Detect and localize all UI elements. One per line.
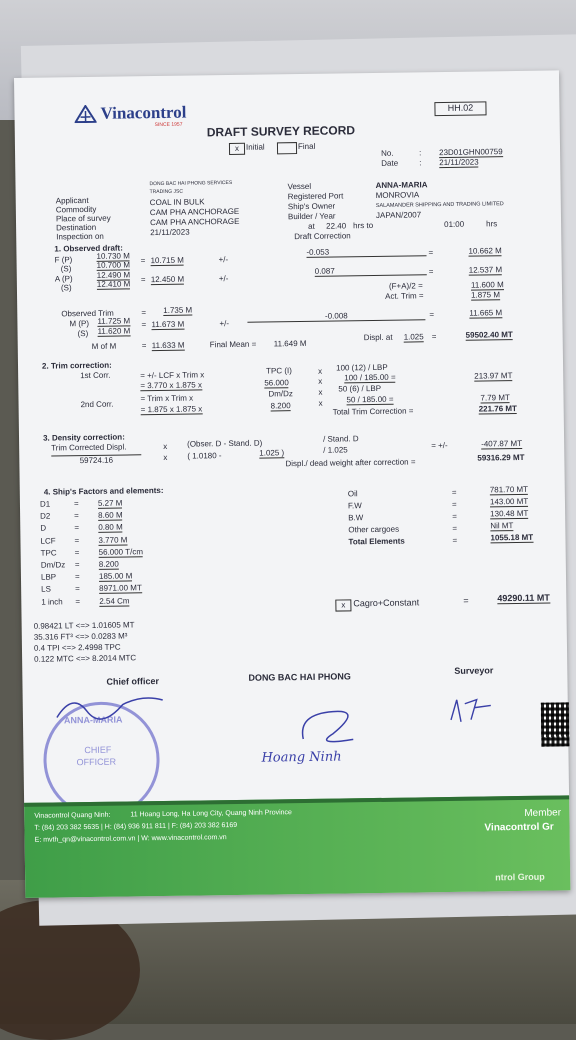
signatory-name: Hoang Ninh [261,749,342,766]
factor-key: 1 inch [41,596,63,607]
element-value: 130.48 MT [490,508,529,519]
vessel-value: ANNA-MARIA [375,180,428,190]
density-corr-label: = +/- [431,440,448,451]
builder-label: Builder / Year [287,211,336,222]
owner-label: Ship's Owner [287,201,336,212]
c2-lbp-head: 50 (6) / LBP [338,383,382,394]
pm-f: +/- [218,255,229,265]
final-label: Final [297,141,316,152]
act-trim-value: 1.875 M [471,290,501,300]
factor-value: 0.80 M [98,522,123,533]
factor-equals: = [74,511,79,521]
eq-f2: = [428,248,434,258]
factor-key: Dm/Dz [40,560,66,570]
c2-formula: = Trim x Trim x [140,393,194,404]
factor-value: 2.54 Cm [99,596,130,606]
trim-total: 221.76 MT [478,404,517,414]
c2-lbp: 50 / 185.00 = [346,394,394,405]
hrs-to: hrs to [353,221,374,231]
ms-value: 11.620 M [97,326,131,336]
stamp-top: ANNA-MARIA [63,714,123,726]
factor-value: 8.200 [98,559,119,569]
place-label: Place of survey [55,213,111,224]
density-corr: -407.87 MT [481,438,523,449]
factors-title: 4. Ship's Factors and elements: [43,485,164,497]
commodity-label: Commodity [55,204,97,215]
obs-trim-value: 1.735 M [163,305,193,315]
a-mean: 12.450 M [150,274,185,285]
density-x1: x [163,441,168,451]
initial-checkbox: x [229,143,245,155]
footer-band [24,795,570,898]
final-checkbox [277,142,297,154]
factor-equals: = [74,560,80,570]
m-mean: 11.673 M [151,319,185,330]
destination-label: Destination [56,222,97,233]
c1-lbp-head: 100 (12) / LBP [336,362,388,373]
footer-company: Vinacontrol Quang Ninh: [34,811,111,820]
c2-result: 7.79 MT [480,393,510,403]
footer-member: Member [524,807,562,819]
factor-key: D1 [39,499,51,509]
element-equals: = [451,499,457,509]
draft-correction-label: Draft Correction [294,231,351,242]
vinacontrol-logo [74,105,96,128]
c2-mdz-head: Dm/Dz [268,389,293,399]
c1-lbp: 100 / 185.00 = [344,372,396,383]
c2-x1: x [318,387,323,397]
factor-value: 3.770 M [98,535,128,545]
c1-x1: x [318,366,323,376]
inspection-value: 21/11/2023 [150,227,190,238]
eq-a: = [140,275,146,285]
density-obs-vals: ( 1.0180 - [187,451,222,461]
density-title: 3. Density correction: [42,432,125,443]
port-value: MONROVIA [375,190,420,200]
density-div-val: / 1.025 [323,445,348,455]
conversion-2: 35.316 FT³ <=> 0.0283 M³ [33,631,128,642]
draft-survey-sheet: Vinacontrol SINCE 1957 HH.02 DRAFT SURVEY RECORD x Initial Final No. Date : : 23D01GHN00759 21/11/2023 DONG BAC HAI PHONG SERVICES TRADING JSC Applicant Commodity Place of survey Destination Inspection on COAL IN BULK CAM PHA ANCHORAGE CAM PHA ANCHORAGE 21/11/2023 Vessel Registered Port Ship's Owner Builder / Year at 22.40 hrs to 01:00 hrs Draft Correction ANNA-MARIA MONROVIA SALAMANDER SHIPPING AND TRADING LIMITED JAPAN/2007 1. Observed draft: F (P) (S) A (P) (S) 10.730 M 10.700 M 12.490 M 12.410 M = 10.715 M +/- -0.053 = 10.662 M = 12.450 M +/- 0.087 = 12.537 M (F+A)/2 = 11.600 M Act. Trim = 1.875 M Observed Trim = 1.735 M M (P) (S) 11.725 M 11.620 M = 11.673 M +/- -0.008 = 11.665 M M of M = 11.633 M Final Mean = 11.649 M Displ. at 1.025 = 59502.40 MT 2. Trim correction: 1st Corr. = +/- LCF x Trim x TPC (I) x 100 (12) / LBP = 3.770 x 1.875 x 56.000 x 100 / 185.00 = 213.97 MT 2nd Corr. = Trim x Trim x Dm/Dz x 50 (6) / LBP = 1.875 x 1.875 x 8.200 x 50 / 185.00 = 7.79 MT Total Trim Correction = 221.76 MT 3. Density correction: Trim Corrected Displ. 59724.16 x x (Obser. D - Stand. D) / Stand. D ( 1.0180 - 1.025 ) / 1.025 = +/- -407.87 MT Displ./ dead weight after correction = 59316.29 MT 4. Ship's Factors and elements: D1 = 5.27 M D2 = 8.60 M D = 0.80 M LCF = 3.770 M TPC = 56.000 T/cm Dm/Dz = 8.200 LBP = 185.00 M LS = 8971.00 MT 1 inch = 2.54 Cm 0.98421 LT <=> 1.01605 MT 35.316 FT³ <=> 0.0283 M³ 0.4 TPI <=> 2.4998 TPC 0.122 MTC <=> 8.2014 MTC Oil = 781.70 MT F.W = 143.00 MT B.W = 130.48 MT Other cargoes = Nil MT Total Elements = 1055.18 MT x Cagro+Constant = 49290.11 MT Chief officer DONG BAC HAI PHONG Surveyor ANNA-MARIA CHIEF OFFICER Hoang Ninh Vinacontrol Quang Ninh: 11 Hoang Long, Ha Long City, Quang Ninh Province T: (84) 203 382 5635 | H: (84) 936 911 811 | F: (84) 203 382 6169 E: mvth_qn@vinacontrol.com.vn | W: www.vinacontrol.com.vn Member Vinacontrol Gr ntrol Group [14,70,570,898]
commodity-value: COAL IN BULK [149,197,205,208]
c1-tpc-head: TPC (I) [266,366,292,376]
mofm-value: 11.633 M [151,340,185,351]
element-key: F.W [347,501,362,511]
f-mean: 10.715 M [150,255,184,266]
c1-formula: = +/- LCF x Trim x [140,370,205,381]
element-value: 781.70 MT [489,484,529,495]
cargo-value: 49290.11 MT [497,592,550,604]
c1-result: 213.97 MT [474,371,513,381]
pm-a: +/- [218,274,229,284]
c2-x2: x [318,398,323,408]
factor-value: 8.60 M [98,510,123,521]
factor-value: 56.000 T/cm [98,547,144,557]
cargo-eq: = [463,595,469,606]
surveyor-label: Surveyor [454,665,494,676]
footer-group-2: ntrol Group [495,871,545,883]
pm-m: +/- [219,319,230,329]
company-signature-mark [293,703,374,749]
density-x2: x [163,452,168,462]
fp-value: 10.730 M [96,251,130,261]
factor-equals: = [74,572,80,582]
element-value: 143.00 MT [489,496,529,507]
element-key: Oil [347,489,358,499]
mofm-label: M of M [91,341,117,351]
c1-tpc: 56.000 [264,378,289,388]
surveyor-signature [447,693,497,728]
observed-title: 1. Observed draft: [54,243,123,254]
logo-icon [74,105,96,123]
brand-since: SINCE 1957 [154,121,183,129]
no-label: No. [381,148,394,158]
element-equals: = [452,511,457,521]
mp-label: M (P) [69,318,90,329]
density-obs-head: (Obser. D - Stand. D) [187,438,263,449]
factor-value: 5.27 M [97,498,123,508]
stamp-mid-1: CHIEF [84,744,112,756]
as-label: (S) [60,283,72,293]
eq-m2: = [429,310,435,320]
destination-value: CAM PHA ANCHORAGE [149,216,240,228]
no-value: 23D01GHN00759 [439,147,503,158]
conversion-3: 0.4 TPI <=> 2.4998 TPC [33,642,121,653]
f-corrected: 10.662 M [468,246,502,256]
chief-signature [53,686,174,728]
factor-equals: = [74,523,80,533]
vessel-label: Vessel [287,181,312,192]
to-value: 01:00 [444,219,465,230]
fa2-label: (F+A)/2 = [388,281,423,291]
date-label: Date [381,158,399,168]
factor-equals: = [74,547,80,557]
cargo-label: Cagro+Constant [353,597,420,609]
obs-trim-label: Observed Trim [61,308,114,319]
a-corrected: 12.537 M [468,265,503,275]
fp-label: F (P) [54,255,73,265]
ap-label: A (P) [54,274,73,284]
deadweight-label: Displ./ dead weight after correction = [285,457,416,469]
factor-value: 8971.00 MT [99,583,142,594]
factor-key: D [40,523,47,534]
applicant-label: Applicant [55,195,89,206]
density-sub: Trim Corrected Displ. [51,442,127,453]
ms-label: (S) [77,328,89,339]
eq-m: = [141,320,147,330]
builder-value: JAPAN/2007 [375,210,422,220]
port-label: Registered Port [287,191,344,202]
at-label: at [308,221,315,231]
conversion-1: 0.98421 LT <=> 1.01605 MT [33,620,135,631]
c2-label: 2nd Corr. [80,399,114,410]
density-std: 1.025 ) [259,448,285,458]
eq-f: = [140,256,146,266]
element-value: Nil MT [490,521,514,531]
inspection-label: Inspection on [56,231,104,242]
page-title: DRAFT SURVEY RECORD [206,123,356,140]
c2-values: = 1.875 x 1.875 x [140,404,203,415]
element-equals: = [452,523,458,533]
act-trim-label: Act. Trim = [385,291,424,301]
m-corrected: 11.665 M [469,308,503,318]
factor-value: 185.00 M [98,571,133,582]
displ-value: 59502.40 MT [465,330,513,340]
c1-label: 1st Corr. [80,370,111,381]
a-corr: 0.087 [315,265,427,277]
c1-x2: x [318,376,323,386]
cargo-checkbox: x [335,599,351,611]
factor-key: TPC [40,548,57,558]
brand-name: Vinacontrol [100,102,187,123]
trim-title: 2. Trim correction: [41,360,112,371]
element-key: B.W [348,513,364,523]
fs-value: 10.700 M [96,260,131,270]
final-mean-label: Final Mean = [209,339,257,350]
fa2-value: 11.600 M [470,280,504,290]
fs-label: (S) [60,264,72,274]
at-value: 22.40 [326,221,347,231]
footer-address: 11 Hoang Long, Ha Long City, Quang Ninh Province [130,809,292,819]
chief-officer-label: Chief officer [106,676,160,687]
footer-group: Vinacontrol Gr [484,821,554,834]
element-key: Total Elements [348,536,405,547]
place-value: CAM PHA ANCHORAGE [149,206,240,218]
ap-value: 12.490 M [96,270,131,280]
factor-equals: = [75,584,80,594]
c1-values: = 3.770 x 1.875 x [140,380,202,391]
element-key: Other cargoes [348,524,400,535]
initial-label: Initial [245,142,265,152]
eq-displ: = [431,332,437,342]
footer-phones: T: (84) 203 382 5635 | H: (84) 936 911 811 | F: (84) 203 382 6169 [34,821,238,832]
conversion-4: 0.122 MTC <=> 8.2014 MTC [34,653,137,664]
factor-key: LCF [40,536,56,546]
date-value: 21/11/2023 [439,157,479,168]
displ-label: Displ. at [363,332,393,343]
f-corr: -0.053 [306,246,426,258]
displ-density: 1.025 [403,332,424,342]
factor-key: D2 [40,511,51,521]
density-value: 59724.16 [51,454,141,465]
as-value: 12.410 M [96,279,131,289]
factor-key: LBP [40,572,57,582]
element-value: 1055.18 MT [490,532,534,543]
eq-ot: = [141,308,147,318]
eq-mofm: = [141,341,147,351]
applicant-value-1: DONG BAC HAI PHONG SERVICES [149,179,233,188]
stamp-mid-2: OFFICER [76,756,117,768]
hrs-label: hrs [486,219,498,229]
factor-equals: = [73,499,79,509]
c2-mdz: 8.200 [270,401,291,411]
applicant-value-2: TRADING JSC [149,188,183,196]
factor-key: LS [41,584,52,595]
qr-code [541,702,570,746]
form-code: HH.02 [434,101,486,116]
density-div-head: / Stand. D [323,434,359,444]
deadweight-value: 59316.29 MT [477,452,525,463]
company-label: DONG BAC HAI PHONG [248,671,351,683]
factor-equals: = [75,596,81,606]
final-mean-value: 11.649 M [273,338,307,349]
trim-total-label: Total Trim Correction = [332,406,414,417]
eq-a2: = [428,267,434,277]
factor-equals: = [74,535,80,545]
element-equals: = [451,487,457,497]
owner-value: SALAMANDER SHIPPING AND TRADING LIMITED [375,201,504,209]
footer-email: E: mvth_qn@vinacontrol.com.vn | W: www.vinacontrol.com.vn [34,834,227,844]
m-corr: -0.008 [247,310,425,322]
mp-value: 11.725 M [97,316,131,326]
element-equals: = [452,535,458,545]
